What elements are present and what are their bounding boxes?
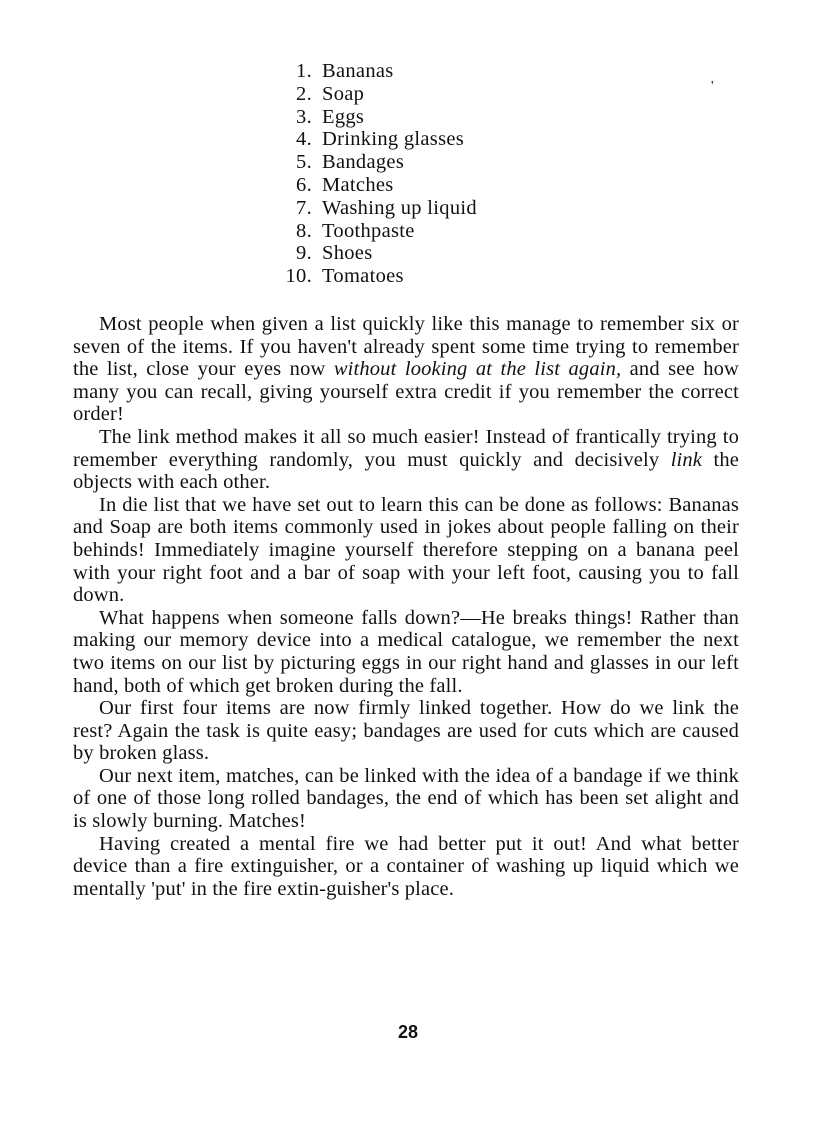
paragraph-matches: Our next item, matches, can be linked with the idea of a bandage if we think of one of those long rolled bandages, the end of which has been set alight and is slowly burning. Matches! <box>73 764 739 833</box>
list-item <box>262 242 562 265</box>
list-item-text: Washing up liquid <box>322 196 477 219</box>
list-item-text: Tomatoes <box>322 265 404 288</box>
list-item-text: Shoes <box>322 242 373 265</box>
list-item-number: 3. <box>296 105 312 128</box>
paragraph-first-four-linked: Our first four items are now firmly linked together. How do we link the rest? Again the task is quite easy; bandages are used for cuts which are caused by broken glass. <box>73 697 739 765</box>
list-item-number: 2. <box>296 82 312 105</box>
list-item-number: 8. <box>296 219 312 242</box>
emphasized-text: without looking at the list again, <box>333 358 622 381</box>
page-number: 28 <box>397 1022 419 1042</box>
stray-apostrophe-mark: ' <box>711 79 714 94</box>
paragraph-link-method <box>73 426 739 494</box>
list-item <box>262 197 562 220</box>
paragraph-bananas-soap: In die list that we have set out to learn this can be done as follows: Bananas and Soap are both items commonly used in jokes about people falling on their behinds! Immediately imagine yourself therefore stepping on a banana peel with your right foot and a bar of soap with your left foot, causing you to fall down. <box>73 493 739 607</box>
list-item <box>262 106 562 129</box>
numbered-item-list <box>262 60 562 288</box>
list-item-number: 7. <box>296 196 312 219</box>
list-item <box>262 174 562 197</box>
list-item-number: 6. <box>296 173 312 196</box>
list-item-text: Soap <box>322 82 365 105</box>
list-item <box>262 128 562 151</box>
list-item-text: Bananas <box>322 60 394 82</box>
body-text <box>73 313 739 900</box>
list-item <box>262 83 562 106</box>
list-item-number: 4. <box>296 128 312 151</box>
list-item-text: Eggs <box>322 105 365 128</box>
paragraph-fire-extinguisher: Having created a mental fire we had better put it out! And what better device than a fire extinguisher, or a container of washing up liquid which we mentally 'put' in the fire extin-guisher's place. <box>73 832 739 900</box>
paragraph-text: the objects with each other. <box>73 448 739 494</box>
list-item-number: 10. <box>285 265 312 288</box>
list-item-text: Drinking glasses <box>322 128 465 151</box>
list-item <box>262 265 562 288</box>
paragraph-falls-down: What happens when someone falls down?—He breaks things! Rather than making our memory device into a medical catalogue, we remember the next two items on our list by picturing eggs in our right hand and glasses in our left hand, both of which get broken during the fall. <box>73 606 739 697</box>
list-item-text: Toothpaste <box>322 219 415 242</box>
list-item-text: Matches <box>322 173 394 196</box>
list-item-number: 1. <box>296 60 312 82</box>
paragraph-text: The link method makes it all so much easier! Instead of frantically trying to remember everything randomly, you must quickly and decisively <box>73 425 739 471</box>
list-item <box>262 151 562 174</box>
paragraph-text: and see how many you can recall, giving yourself extra credit if you remember the correct order! <box>73 358 739 426</box>
list-item <box>262 220 562 243</box>
paragraph-recall-instructions <box>73 313 739 426</box>
list-item-number: 9. <box>296 242 312 265</box>
list-item <box>262 60 562 83</box>
list-item-number: 5. <box>296 151 312 174</box>
emphasized-text: link <box>670 448 703 471</box>
list-item-text: Bandages <box>322 151 405 174</box>
paragraph-text: Most people when given a list quickly like this manage to remember six or seven of the items. If you haven't already spent some time trying to remember the list, close your eyes now <box>73 313 739 381</box>
